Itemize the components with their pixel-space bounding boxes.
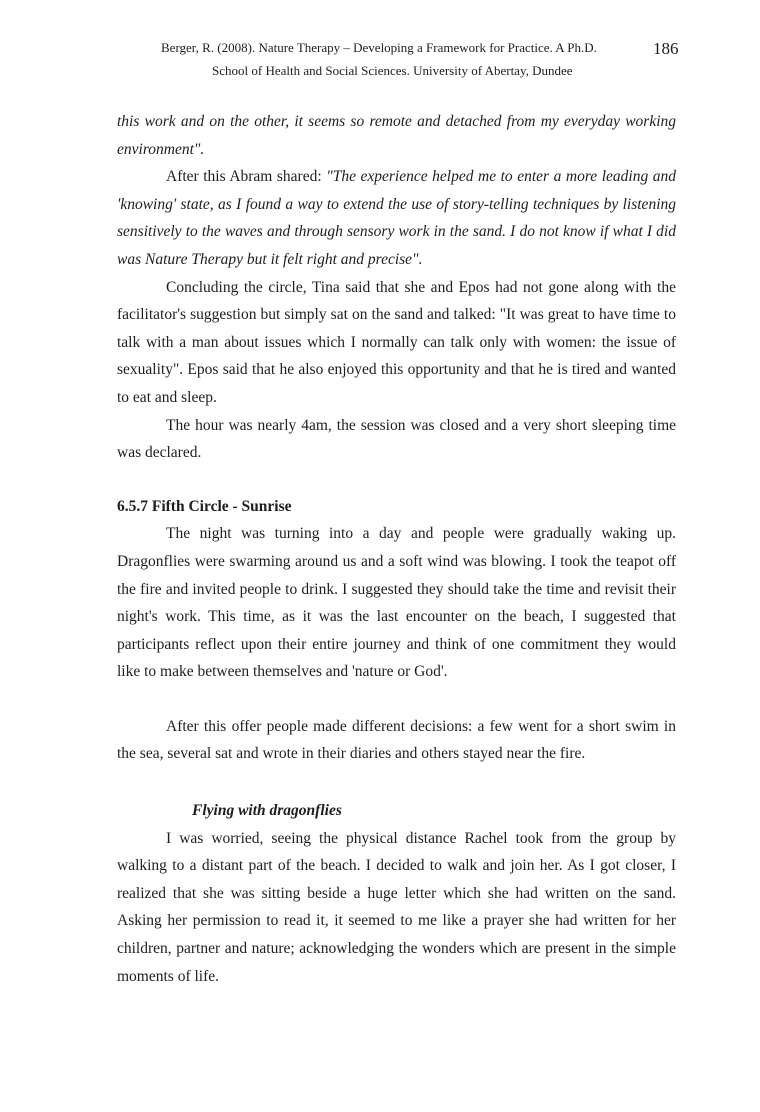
paragraph-intro-text: After this Abram shared: <box>166 168 327 186</box>
quote-text: this work and on the other, it seems so remote and detached from my everyday working environment". <box>117 113 676 158</box>
paragraph-tina-epos: Concluding the circle, Tina said that she and Epos had not gone along with the facilitator's suggestion but simply sat on the sand and talked: "It was great to have time to talk with a man about issues which I normally can talk only with women: the issue of sexuality". Epos said that he also enjoyed this opportunity and that he is tired and wanted to eat and sleep. <box>117 278 676 406</box>
page-number: 186 <box>653 39 679 58</box>
paragraph-decisions: After this offer people made different decisions: a few went for a short swim in the sea, several sat and wrote in their diaries and others stayed near the fire. <box>117 717 676 763</box>
paragraph-abram <box>117 163 676 273</box>
sub-heading: Flying with dragonflies <box>192 802 342 820</box>
page-body <box>117 108 676 990</box>
paragraph-quote-continuation <box>117 108 676 163</box>
header-institution-line: School of Health and Social Sciences. University of Abertay, Dundee <box>212 63 573 78</box>
quote-text: "The experience helped me to enter a more leading and 'knowing' state, as I found a way to extend the use of story-telling techniques by listening sensitively to the waves and through sensory work in the sand. I do not know if what I did was Nature Therapy but it felt right and precise". <box>117 168 676 268</box>
section-heading: 6.5.7 Fifth Circle - Sunrise <box>117 497 292 515</box>
paragraph-rachel: I was worried, seeing the physical distance Rachel took from the group by walking to a distant part of the beach. I decided to walk and join her. As I got closer, I realized that she was sitting beside a huge letter which she had written on the sand. Asking her permission to read it, it seemed to me like a prayer she had written for her children, partner and nature; acknowledging the wonders which are present in the simple moments of life. <box>117 829 676 985</box>
paragraph-sunrise: The night was turning into a day and people were gradually waking up. Dragonflies were swarming around us and a soft wind was blowing. I took the teapot off the fire and invited people to drink. I suggested they should take the time and revisit their night's work. This time, as it was the last encounter on the beach, I suggested that participants reflect upon their entire journey and think of one commitment they would like to make between themselves and 'nature or God'. <box>117 525 676 681</box>
paragraph-session-closed: The hour was nearly 4am, the session was closed and a very short sleeping time was declared. <box>117 416 676 462</box>
header-citation-line: Berger, R. (2008). Nature Therapy – Developing a Framework for Practice. A Ph.D. <box>161 40 597 55</box>
